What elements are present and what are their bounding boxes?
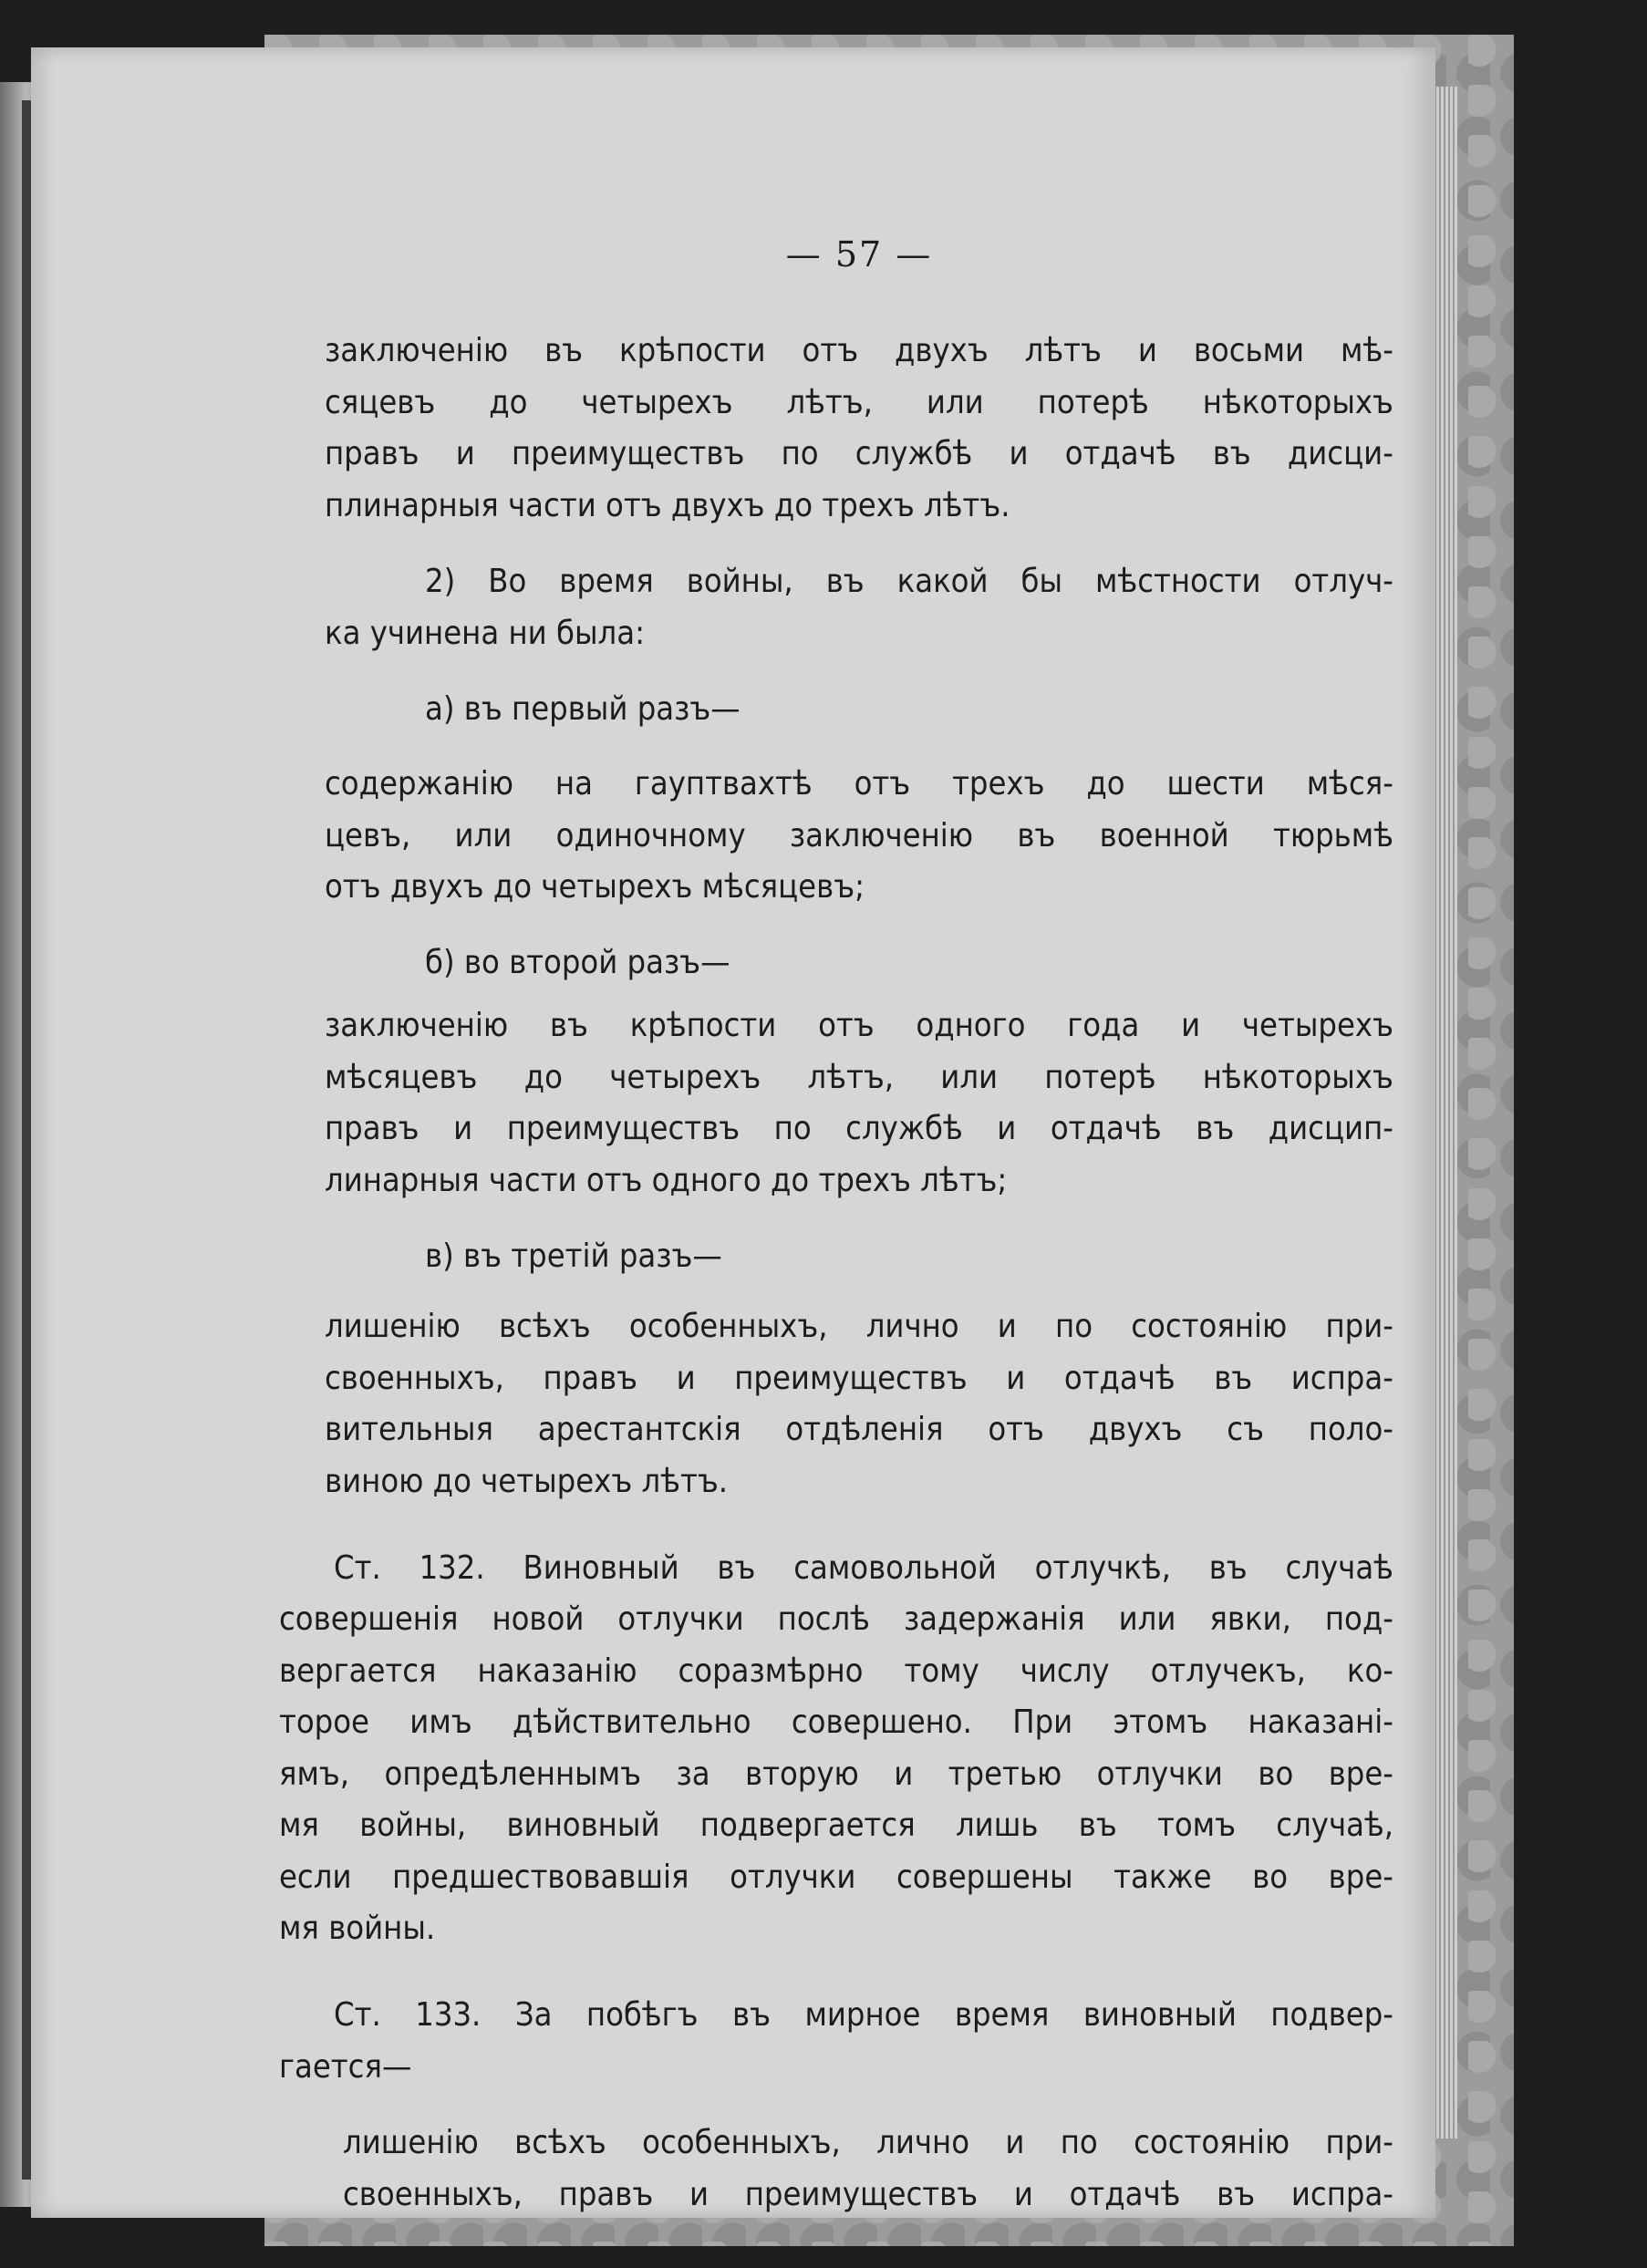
word: въ	[717, 1549, 756, 1587]
word: содержанію	[325, 765, 513, 803]
text-line: линарныя части отъ одного до трехъ лѣтъ;	[325, 1162, 1008, 1199]
word: опредѣленнымъ	[384, 1755, 642, 1793]
text-line	[334, 1996, 1393, 2034]
word: лично	[865, 1308, 959, 1345]
word: преимуществъ	[744, 2176, 979, 2213]
word: отлучекъ,	[1150, 1652, 1306, 1690]
word: 132.	[419, 1549, 485, 1587]
word: и	[1006, 1360, 1026, 1397]
word: до	[489, 384, 528, 421]
word: совершены	[896, 1859, 1073, 1896]
word: съ	[1227, 1411, 1264, 1448]
word: восьми	[1193, 332, 1305, 369]
book-page	[31, 47, 1435, 2218]
word: и	[997, 1308, 1017, 1345]
word: въ	[1217, 2176, 1256, 2213]
word: гауптвахтѣ	[634, 765, 813, 803]
text-line: а) въ первый разъ—	[425, 690, 741, 728]
word: правъ	[543, 1360, 638, 1397]
word: правъ	[325, 435, 420, 472]
word: совершено.	[791, 1704, 972, 1741]
word: какой	[896, 563, 989, 600]
word: отъ	[854, 765, 911, 803]
word: вергается	[279, 1652, 437, 1690]
text-line	[325, 435, 1393, 472]
word: во	[1258, 1755, 1294, 1793]
word: числу	[1020, 1652, 1110, 1690]
word: лѣтъ	[1024, 332, 1102, 369]
word: одиночному	[555, 817, 746, 854]
word: отдачѣ	[1064, 435, 1176, 472]
word: подвергается	[699, 1807, 916, 1844]
text-line	[279, 1706, 1393, 1739]
word: испра-	[1290, 2176, 1393, 2213]
word: четырехъ	[581, 384, 733, 421]
word: правъ	[325, 1110, 420, 1147]
word: въ	[825, 563, 865, 600]
word: тому	[904, 1652, 979, 1690]
word: поло-	[1308, 1411, 1393, 1448]
word: За	[514, 1996, 553, 2034]
word: лично	[876, 2124, 970, 2161]
text-line	[325, 765, 1393, 803]
word: въ	[1212, 435, 1251, 472]
word: года	[1067, 1007, 1140, 1044]
word: отъ	[988, 1411, 1044, 1448]
text-line	[279, 1755, 1393, 1793]
text-line: отъ двухъ до четырехъ мѣсяцевъ;	[325, 868, 865, 906]
word: время	[954, 1996, 1050, 2034]
text-line	[279, 1600, 1393, 1638]
word: четырехъ	[609, 1059, 761, 1096]
word: во	[1252, 1859, 1289, 1896]
word: соразмѣрно	[678, 1652, 864, 1690]
word: лишенію	[325, 1308, 461, 1345]
word: отдачѣ	[1069, 2176, 1181, 2213]
text-line: плинарныя части отъ двухъ до трехъ лѣтъ.	[325, 487, 1010, 524]
text-line: гается—	[279, 2048, 412, 2086]
word: шести	[1166, 765, 1265, 803]
word: при-	[1325, 1308, 1393, 1345]
word: отлучки	[1096, 1755, 1223, 1793]
word: если	[279, 1859, 352, 1896]
word: особенныхъ,	[642, 2124, 841, 2161]
word: въ	[731, 1996, 771, 2034]
word: въ	[549, 1007, 588, 1044]
text-line	[325, 384, 1393, 421]
word: въ	[1214, 1360, 1253, 1397]
text-line: б) во второй разъ—	[425, 944, 730, 981]
word: вре-	[1328, 1859, 1393, 1896]
word: четырехъ	[1241, 1007, 1393, 1044]
word: при-	[1325, 2124, 1393, 2161]
word: преимуществъ	[511, 435, 745, 472]
word: вторую	[745, 1755, 859, 1793]
word: военной	[1099, 817, 1229, 854]
text-line	[279, 1652, 1393, 1690]
word: торое	[279, 1704, 369, 1741]
word: под-	[1324, 1600, 1393, 1638]
word: сяцевъ	[325, 384, 436, 421]
word: въ	[1078, 1807, 1117, 1844]
word: 2)	[425, 563, 456, 600]
page-number: — 57 —	[785, 234, 933, 274]
word: случаѣ	[1285, 1549, 1393, 1587]
word: отдѣленія	[785, 1411, 944, 1448]
word: преимуществъ	[734, 1360, 968, 1397]
text-line: в) въ третій разъ—	[425, 1238, 722, 1275]
word: трехъ	[952, 765, 1045, 803]
word: отъ	[818, 1007, 875, 1044]
text-line	[279, 1809, 1393, 1842]
word: томъ	[1157, 1807, 1236, 1844]
word: мѣстности	[1095, 563, 1261, 600]
word: цевъ,	[325, 817, 411, 854]
text-line	[325, 332, 1393, 369]
word: и	[1005, 2124, 1025, 2161]
word: лишенію	[343, 2124, 479, 2161]
text-line	[325, 817, 1393, 854]
word: третью	[948, 1755, 1062, 1793]
word: войны,	[686, 563, 793, 600]
word: всѣхъ	[498, 1308, 591, 1345]
word: дѣйствительно	[512, 1704, 751, 1741]
word: мя	[279, 1807, 319, 1844]
text-line: ка учинена ни была:	[325, 615, 645, 652]
text-line: виною до четырехъ лѣтъ.	[325, 1463, 729, 1500]
word: преимуществъ	[506, 1110, 741, 1147]
word: подвер-	[1270, 1996, 1393, 2034]
word: и	[1137, 332, 1157, 369]
word: побѣгъ	[585, 1996, 699, 2034]
word: состоянію	[1131, 1308, 1288, 1345]
word: случаѣ,	[1276, 1807, 1393, 1844]
text-line	[343, 2124, 1393, 2161]
word: службѣ	[845, 1110, 963, 1147]
word: крѣпости	[619, 332, 766, 369]
word: виновный	[1082, 1996, 1237, 2034]
text-line	[325, 1059, 1393, 1096]
word: службѣ	[855, 435, 973, 472]
word: своенныхъ,	[343, 2176, 523, 2213]
word: заключенію	[325, 1007, 509, 1044]
word: до	[1086, 765, 1125, 803]
word: и	[1013, 2176, 1033, 2213]
text-line	[279, 1861, 1393, 1894]
word: или	[454, 817, 513, 854]
word: двухъ	[895, 332, 989, 369]
word: Виновный	[523, 1549, 679, 1587]
word: также	[1114, 1859, 1212, 1896]
word: войны,	[359, 1807, 467, 1844]
word: послѣ	[777, 1600, 870, 1638]
word: на	[554, 765, 593, 803]
word: и	[1181, 1007, 1201, 1044]
word: и	[676, 1360, 696, 1397]
word: заключенію	[325, 332, 509, 369]
text-line	[325, 1362, 1393, 1395]
word: лѣтъ,	[786, 384, 873, 421]
word: мѣсяцевъ	[325, 1059, 478, 1096]
word: предшествовавшія	[392, 1859, 689, 1896]
word: особенныхъ,	[628, 1308, 828, 1345]
word: своенныхъ,	[325, 1360, 504, 1397]
word: дисци-	[1287, 435, 1393, 472]
word: по	[781, 435, 819, 472]
word: крѣпости	[629, 1007, 777, 1044]
word: по	[1060, 2124, 1098, 2161]
word: по	[1055, 1308, 1093, 1345]
word: нѣкоторыхъ	[1202, 1059, 1393, 1096]
word: наказані-	[1248, 1704, 1393, 1741]
word: двухъ	[1088, 1411, 1183, 1448]
text-line	[343, 2176, 1393, 2213]
word: или	[1118, 1600, 1176, 1638]
book-spine-shadow	[22, 100, 31, 2180]
word: отдачѣ	[1063, 1360, 1176, 1397]
word: ямъ,	[279, 1755, 350, 1793]
word: и	[453, 1110, 473, 1147]
word: или	[926, 384, 984, 421]
word: ко-	[1346, 1652, 1393, 1690]
word: или	[940, 1059, 999, 1096]
word: При	[1012, 1704, 1073, 1741]
word: одного	[916, 1007, 1026, 1044]
text-line	[425, 565, 1393, 598]
word: виновный	[506, 1807, 660, 1844]
word: и	[894, 1755, 914, 1793]
word: правъ	[558, 2176, 654, 2213]
word: наказанію	[477, 1652, 637, 1690]
word: всѣхъ	[514, 2124, 606, 2161]
word: 133.	[415, 1996, 482, 2034]
word: въ	[1208, 1549, 1248, 1587]
word: состоянію	[1134, 2124, 1290, 2161]
word: отдачѣ	[1050, 1110, 1162, 1147]
word: отлучкѣ,	[1034, 1549, 1171, 1587]
word: за	[676, 1755, 710, 1793]
text-line	[334, 1549, 1393, 1587]
text-line	[325, 1310, 1393, 1343]
word: въ	[1017, 817, 1056, 854]
word: арестантскія	[537, 1411, 741, 1448]
word: совершенія	[279, 1600, 459, 1638]
word: Во	[488, 563, 527, 600]
text-line	[325, 1411, 1393, 1448]
word: тюрьмѣ	[1272, 817, 1393, 854]
word: новой	[492, 1600, 585, 1638]
word: мѣся-	[1306, 765, 1393, 803]
word: явки,	[1209, 1600, 1291, 1638]
text-line: мя войны.	[279, 1910, 436, 1947]
word: отъ	[802, 332, 859, 369]
word: по	[773, 1110, 812, 1147]
word: бы	[1020, 563, 1063, 600]
word: въ	[544, 332, 584, 369]
word: лишь	[955, 1807, 1039, 1844]
word: и	[689, 2176, 709, 2213]
word: лѣтъ,	[807, 1059, 895, 1096]
word: до	[523, 1059, 563, 1096]
word: потерѣ	[1044, 1059, 1156, 1096]
word: заключенію	[789, 817, 974, 854]
word: и	[455, 435, 475, 472]
word: Ст.	[334, 1549, 381, 1587]
word: и	[997, 1110, 1017, 1147]
text-line	[325, 1110, 1393, 1147]
word: вре-	[1328, 1755, 1393, 1793]
word: имъ	[409, 1704, 472, 1741]
word: задержанія	[903, 1600, 1085, 1638]
word: потерѣ	[1037, 384, 1149, 421]
word: дисцип-	[1268, 1110, 1393, 1147]
word: вительныя	[325, 1411, 493, 1448]
word: мѣ-	[1341, 332, 1393, 369]
word: отлучки	[617, 1600, 744, 1638]
word: нѣкоторыхъ	[1202, 384, 1393, 421]
word: и	[1009, 435, 1029, 472]
word: мирное	[804, 1996, 921, 2034]
word: испра-	[1290, 1360, 1393, 1397]
word: этомъ	[1113, 1704, 1208, 1741]
word: въ	[1196, 1110, 1235, 1147]
word: Ст.	[334, 1996, 381, 2034]
word: самовольной	[793, 1549, 997, 1587]
word: время	[559, 563, 654, 600]
word: отлуч-	[1293, 563, 1393, 600]
word: отлучки	[730, 1859, 856, 1896]
text-line	[325, 1007, 1393, 1044]
